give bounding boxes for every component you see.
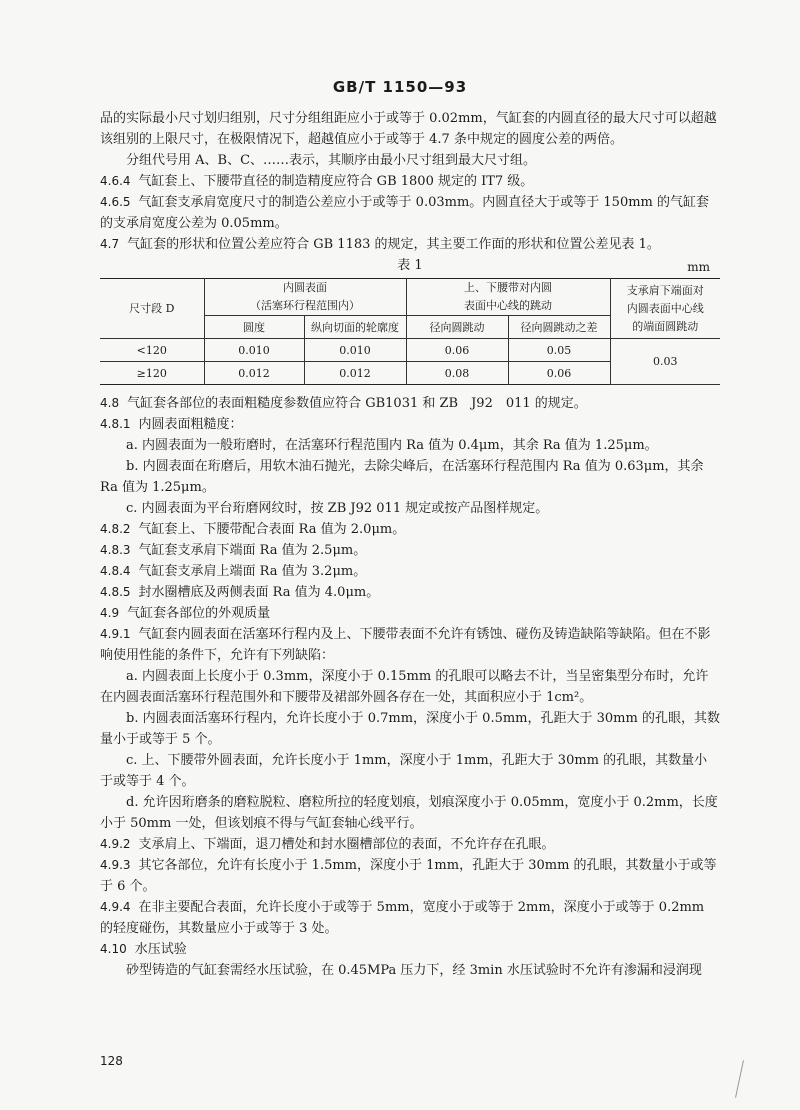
clause-number: 4.9.3 [100, 858, 131, 872]
clause-4-6-5 [100, 192, 720, 234]
clause-4-8-2 [100, 519, 720, 540]
table-title: 表 1 [397, 258, 423, 273]
cell-radial: 0.06 [406, 339, 508, 362]
clause-4-9-2 [100, 834, 720, 855]
header-radial-runout-diff: 径向圆跳动之差 [508, 316, 610, 339]
clause-text: 封水圈槽底及两侧表面 Ra 值为 4.0μm。 [138, 585, 380, 600]
cell-size: ≥120 [100, 362, 204, 385]
clause-text: 其它各部位，允许有长度小于 1.5mm，深度小于 1mm，孔距大于 30mm 的孔眼，其数量小于或等于 6 个。 [100, 858, 717, 894]
clause-text: 气缸套各部位的外观质量 [127, 606, 271, 621]
clause-text: 气缸套的形状和位置公差应符合 GB 1183 的规定，其主要工作面的形状和位置公差见表 1。 [127, 237, 660, 252]
clause-text: 支承肩上、下端面，退刀槽处和封水圈槽部位的表面，不允许存在孔眼。 [138, 837, 555, 852]
item-4-9-1-a: a. 内圆表面上长度小于 0.3mm，深度小于 0.15mm 的孔眼可以略去不计，当呈密集型分布时，允许在内圆表面活塞环行程范围外和下腰带及裙部外圆各存在一处，其面积应小于 1cm²。 [100, 669, 709, 705]
table-row [100, 339, 720, 362]
page-number: 128 [100, 1054, 123, 1068]
clause-number: 4.9.1 [100, 627, 131, 641]
clause-number: 4.6.4 [100, 174, 131, 188]
clause-number: 4.10 [100, 942, 127, 956]
standard-header: GB/T 1150—93 [332, 78, 468, 96]
clause-number: 4.8.4 [100, 564, 131, 578]
cell-profile: 0.012 [304, 362, 406, 385]
table-caption [100, 255, 720, 276]
clause-number: 4.9.2 [100, 837, 131, 851]
clause-number: 4.9 [100, 606, 120, 620]
clause-number: 4.8.5 [100, 585, 131, 599]
clause-4-6-4 [100, 171, 720, 192]
clause-text: 气缸套上、下腰带配合表面 Ra 值为 2.0μm。 [138, 522, 406, 537]
clause-4-9-1 [100, 624, 720, 666]
clause-number: 4.8.1 [100, 417, 131, 431]
clause-4-10 [100, 939, 720, 960]
clause-number: 4.6.5 [100, 195, 131, 209]
paragraph-water-pressure: 砂型铸造的气缸套需经水压试验，在 0.45MPa 压力下，经 3min 水压试验时不允许有渗漏和浸润现 [126, 963, 702, 978]
clause-text: 气缸套上、下腰带直径的制造精度应符合 GB 1800 规定的 IT7 级。 [138, 174, 534, 189]
item-4-9-1-b: b. 内圆表面活塞环行程内，允许长度小于 0.7mm，深度小于 0.5mm，孔距大于 30mm 的孔眼，其数量小于或等于 5 个。 [100, 711, 720, 747]
clause-4-9-3 [100, 855, 720, 897]
header-belt-line1: 上、下腰带对内圆 [464, 281, 552, 294]
clause-number: 4.7 [100, 237, 120, 251]
cell-radial-diff: 0.06 [508, 362, 610, 385]
clause-number: 4.9.4 [100, 900, 131, 914]
clause-text: 气缸套各部位的表面粗糙度参数值应符合 GB1031 和 ZB J92 011 的规定。 [127, 396, 587, 411]
scan-mark [735, 1060, 744, 1097]
clause-4-8-4 [100, 561, 720, 582]
clause-text: 内圆表面粗糙度： [138, 417, 243, 432]
item-4-8-1-b: b. 内圆表面在珩磨后，用软木油石抛光，去除尖峰后，在活塞环行程范围内 Ra 值为 0.63μm，其余 Ra 值为 1.25μm。 [100, 459, 704, 495]
clause-4-8-1 [100, 414, 720, 435]
clause-text: 气缸套支承肩下端面 Ra 值为 2.5μm。 [138, 543, 367, 558]
clause-text: 水压试验 [134, 942, 187, 957]
item-4-8-1-c: c. 内圆表面为平台珩磨网纹时，按 ZB J92 011 规定或按产品图样规定。 [126, 501, 549, 516]
cell-profile: 0.010 [304, 339, 406, 362]
cell-radial: 0.08 [406, 362, 508, 385]
header-inner-line2: （活塞环行程范围内） [250, 299, 360, 312]
clause-text: 气缸套支承肩宽度尺寸的制造公差应小于或等于 0.03mm。内圆直径大于或等于 150mm 的气缸套的支承肩宽度公差为 0.05mm。 [100, 195, 710, 231]
header-size: 尺寸段 D [100, 279, 204, 339]
paragraph-grouping-code: 分组代号用 A、B、C、……表示，其顺序由最小尺寸组到最大尺寸组。 [126, 153, 537, 168]
clause-text: 在非主要配合表面，允许长度小于或等于 5mm，宽度小于或等于 2mm，深度小于或等于 0.2mm 的轻度碰伤，其数量应小于或等于 3 处。 [100, 900, 705, 936]
header-radial-runout: 径向圆跳动 [406, 316, 508, 339]
clause-4-8 [100, 393, 720, 414]
clause-4-8-5 [100, 582, 720, 603]
paragraph-continuation: 品的实际最小尺寸划归组别，尺寸分组组距应小于或等于 0.02mm，气缸套的内圆直径的最大尺寸可以超越该组别的上限尺寸，在极限情况下，超越值应小于或等于 4.7 条中规定的圆度公差的两倍。 [100, 111, 717, 147]
header-shoulder-runout [610, 279, 720, 339]
table-unit: mm [687, 260, 710, 274]
header-shoulder-line1: 支承肩下端面对 [626, 283, 704, 297]
clause-4-9 [100, 603, 720, 624]
clause-number: 4.8.2 [100, 522, 131, 536]
item-4-8-1-a: a. 内圆表面为一般珩磨时，在活塞环行程范围内 Ra 值为 0.4μm，其余 Ra 值为 1.25μm。 [126, 438, 658, 453]
cell-roundness: 0.010 [204, 339, 304, 362]
header-inner-surface [204, 279, 406, 316]
header-inner-line1: 内圆表面 [283, 281, 327, 294]
header-belt-runout [406, 279, 610, 316]
tolerance-table [100, 278, 720, 385]
header-shoulder-line2: 内圆表面中心线 [626, 301, 704, 315]
cell-radial-diff: 0.05 [508, 339, 610, 362]
clause-number: 4.8.3 [100, 543, 131, 557]
header-shoulder-line3: 的端面圆跳动 [632, 319, 699, 333]
header-profile: 纵向切面的轮廓度 [304, 316, 406, 339]
document-body [100, 108, 720, 981]
clause-4-9-4 [100, 897, 720, 939]
cell-roundness: 0.012 [204, 362, 304, 385]
clause-4-8-3 [100, 540, 720, 561]
header-roundness: 圆度 [204, 316, 304, 339]
cell-shoulder: 0.03 [610, 339, 720, 385]
clause-text: 气缸套内圆表面在活塞环行程内及上、下腰带表面不允许有锈蚀、碰伤及铸造缺陷等缺陷。但在不影响使用性能的条件下，允许有下列缺陷： [100, 627, 711, 663]
cell-size: <120 [100, 339, 204, 362]
item-4-9-1-c: c. 上、下腰带外圆表面，允许长度小于 1mm，深度小于 1mm，孔距大于 30mm 的孔眼，其数量小于或等于 4 个。 [100, 753, 708, 789]
clause-text: 气缸套支承肩上端面 Ra 值为 3.2μm。 [138, 564, 367, 579]
clause-number: 4.8 [100, 396, 120, 410]
item-4-9-1-d: d. 允许因珩磨条的磨粒脱粒、磨粒所拉的轻度划痕，划痕深度小于 0.05mm，宽度小于 0.2mm，长度小于 50mm 一处，但该划痕不得与气缸套轴心线平行。 [100, 795, 718, 831]
clause-4-7 [100, 234, 720, 255]
header-belt-line2: 表面中心线的跳动 [464, 299, 552, 312]
